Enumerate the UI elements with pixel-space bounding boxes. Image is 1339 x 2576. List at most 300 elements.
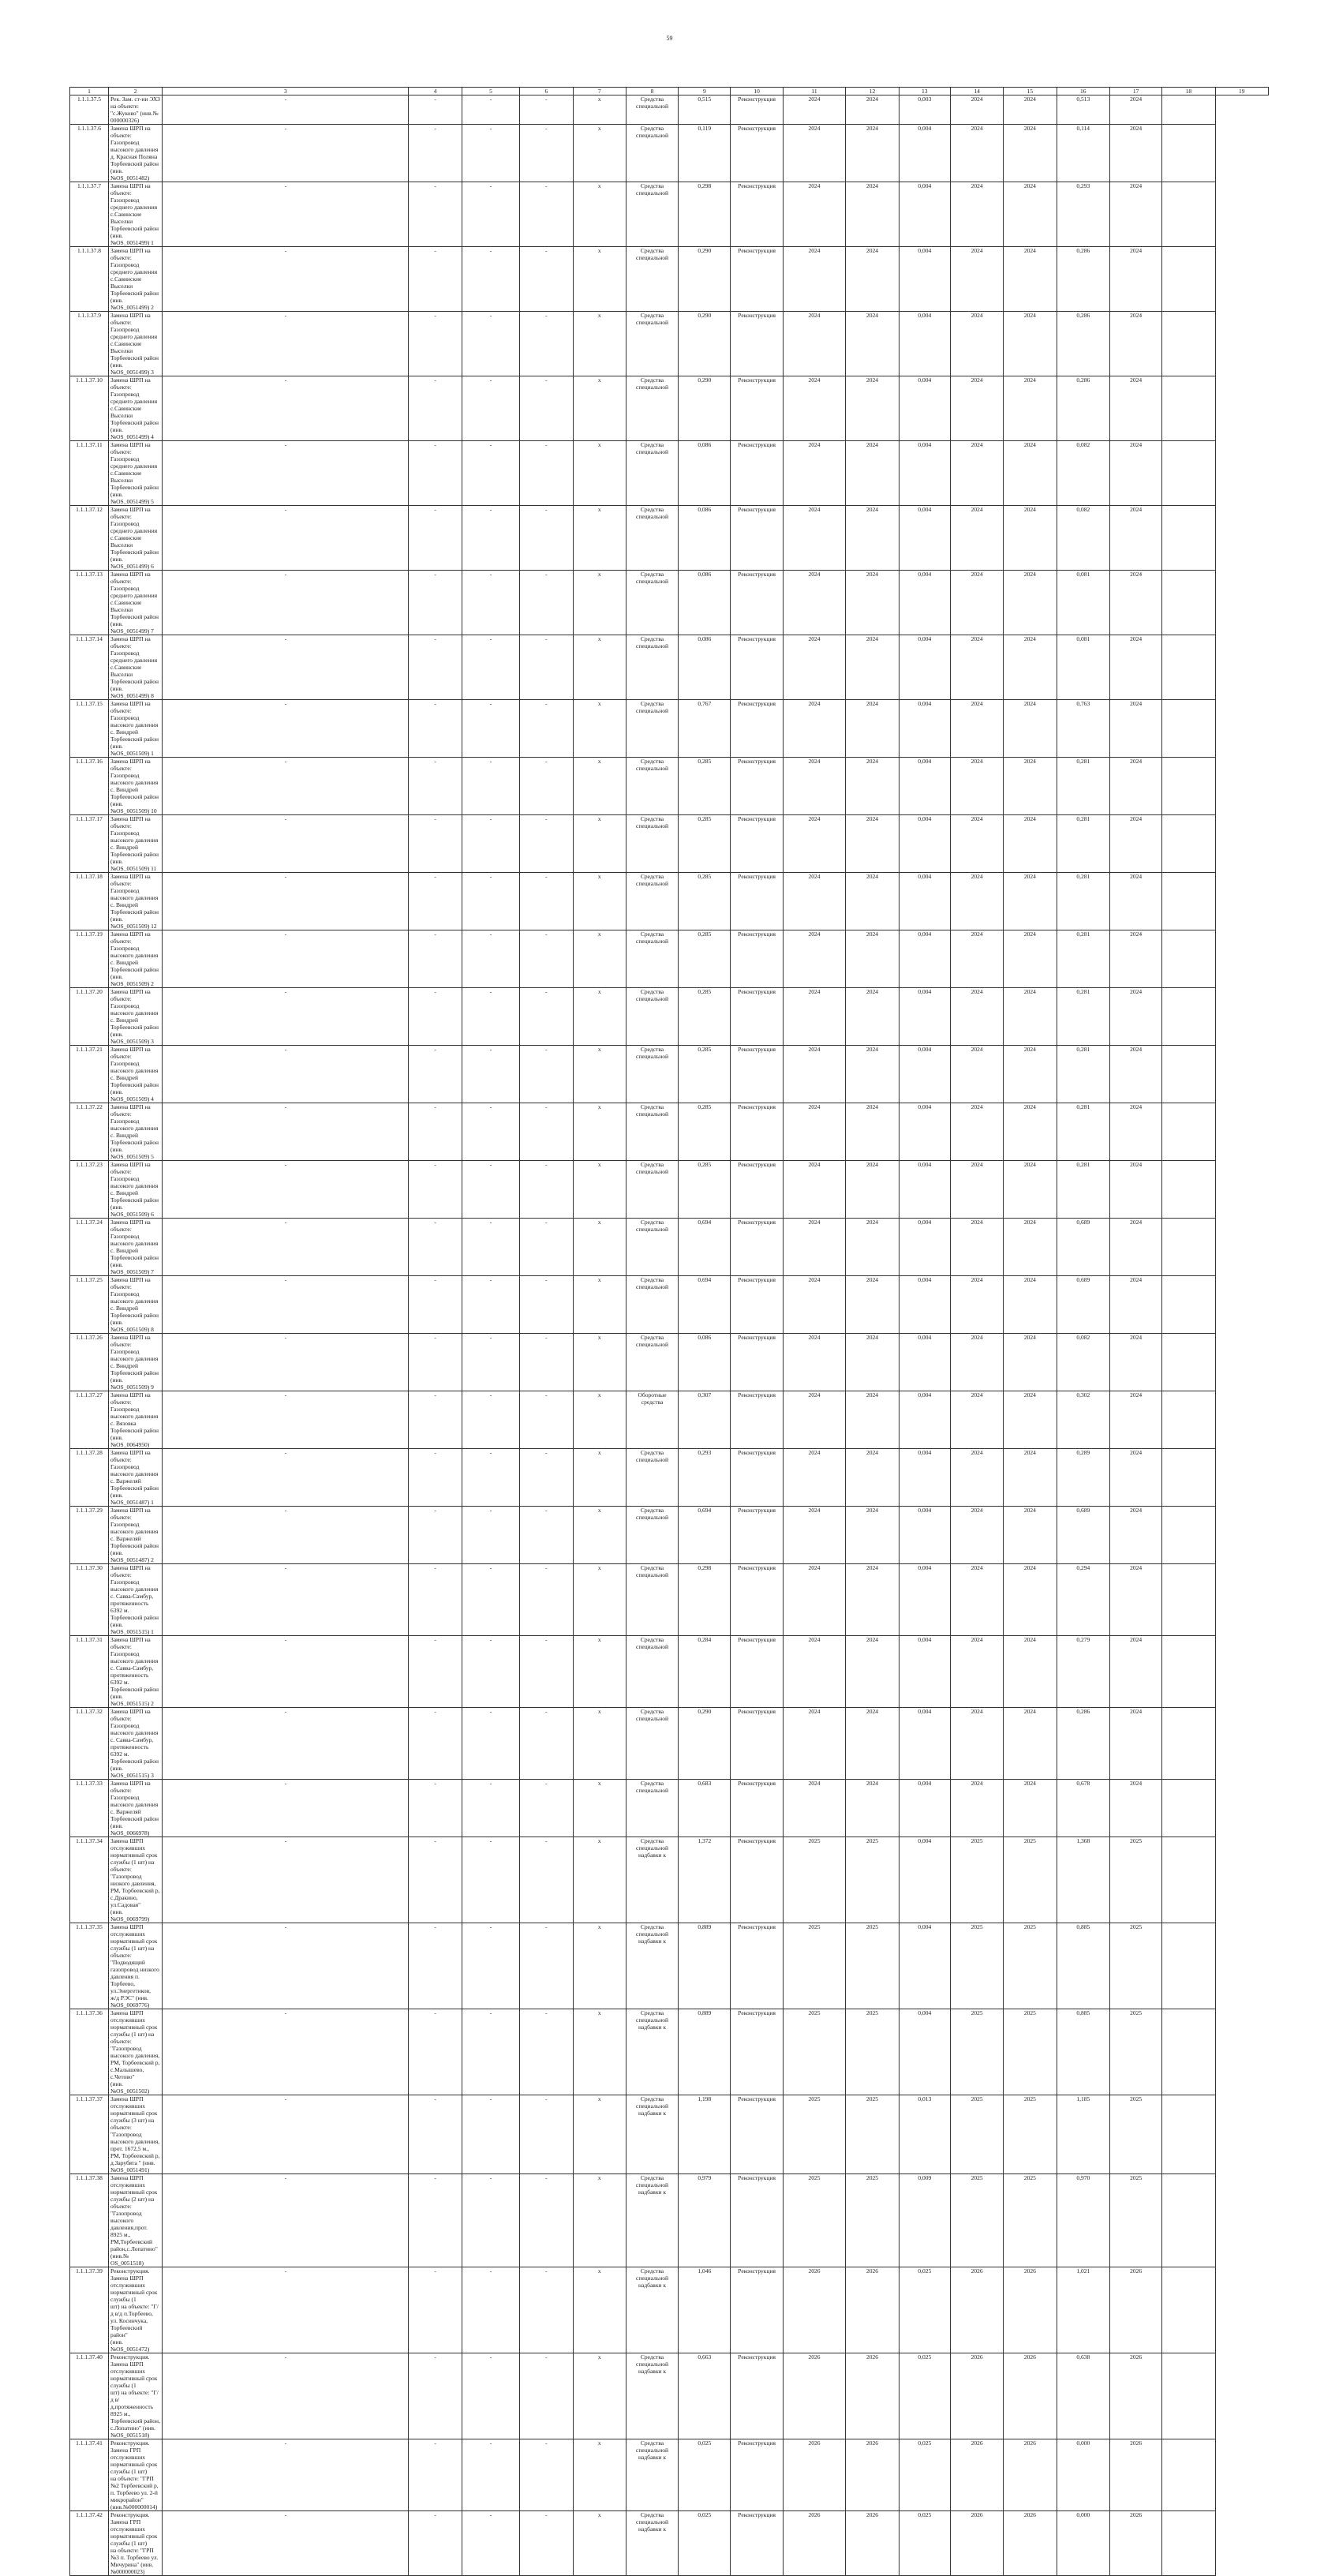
row-name-cell: Замена ШРП на объекте: Газопровод среднего давления с.Савинские Выселки Торбеевский район (инв.№OS_0051499) 1	[108, 182, 162, 247]
column-header: 18	[1162, 88, 1215, 95]
row-value-cell: 2024	[783, 1046, 846, 1103]
row-value-cell: 0,689	[1057, 1219, 1109, 1276]
row-value-cell	[1162, 700, 1215, 758]
row-value-cell: 1,046	[679, 2267, 731, 2353]
table-row	[70, 2511, 1269, 2576]
row-value-cell: -	[462, 1564, 519, 1636]
row-value-cell: 2024	[783, 1708, 846, 1780]
row-value-cell: x	[573, 635, 626, 700]
row-value-cell: 2025	[950, 2009, 1003, 2095]
row-value-cell: 2024	[1004, 758, 1057, 815]
row-value-cell: 2024	[1109, 1636, 1161, 1708]
column-header: 10	[731, 88, 783, 95]
row-value-cell: 0,009	[899, 2174, 950, 2267]
row-value-cell	[1162, 988, 1215, 1046]
row-value-cell: -	[520, 2353, 573, 2439]
row-value-cell: -	[462, 506, 519, 571]
row-value-cell	[1162, 2095, 1215, 2174]
row-value-cell: -	[520, 1708, 573, 1780]
row-value-cell: -	[409, 1391, 462, 1449]
row-value-cell: 2025	[1109, 1923, 1161, 2009]
row-value-cell: x	[573, 988, 626, 1046]
row-value-cell: 2024	[1004, 182, 1057, 247]
row-value-cell: -	[163, 1564, 409, 1636]
row-value-cell: -	[462, 1636, 519, 1708]
row-value-cell: Средства специальной	[626, 1276, 678, 1334]
row-value-cell: Средства специальной	[626, 571, 678, 635]
row-value-cell: -	[520, 1507, 573, 1564]
row-value-cell: 2024	[950, 700, 1003, 758]
row-value-cell: Реконструкция	[731, 988, 783, 1046]
row-value-cell: -	[409, 1219, 462, 1276]
row-name-cell: Замена ШРП отслуживших нормативный срок службы (1 шт) на объекте: "Газопровод низкого давления, РМ, Торбеевский р, с.Дракино, ул.Садовая" (инв.№OS_0069799)	[108, 1837, 162, 1923]
row-value-cell: 0,286	[1057, 312, 1109, 376]
row-value-cell: -	[409, 758, 462, 815]
row-value-cell: x	[573, 758, 626, 815]
row-value-cell: Реконструкция	[731, 1449, 783, 1507]
row-value-cell: Средства специальной	[626, 930, 678, 988]
row-name-cell: Замена ШРП отслуживших нормативный срок службы (1 шт) на объекте: "Подводящий газопровод низкого давления п. Торбеево, ул.Энергетиков, ж/д РЭС" (инв.№OS_0069776)	[108, 1923, 162, 2009]
row-name-cell: Замена ШРП на объекте: Газопровод среднего давления с.Савинские Выселки Торбеевский район (инв.№OS_0051499) 5	[108, 441, 162, 506]
row-value-cell: 0,004	[899, 312, 950, 376]
row-value-cell: 0,290	[679, 247, 731, 312]
row-value-cell: 0,298	[679, 1564, 731, 1636]
row-value-cell: 2024	[950, 1391, 1003, 1449]
row-value-cell: 0,285	[679, 758, 731, 815]
row-value-cell: 2024	[1109, 95, 1161, 125]
row-name-cell: Замена ШРП на объекте: Газопровод среднего давления с.Савинские Выселки Торбеевский район (инв.№OS_0051499) 4	[108, 376, 162, 441]
column-header: 1	[70, 88, 109, 95]
row-value-cell: -	[462, 988, 519, 1046]
row-value-cell: 2024	[846, 1564, 899, 1636]
row-value-cell: -	[462, 815, 519, 873]
row-value-cell: Средства специальной надбавки к	[626, 1837, 678, 1923]
row-value-cell: Реконструкция	[731, 247, 783, 312]
row-value-cell: 2026	[1004, 2353, 1057, 2439]
row-value-cell	[1162, 1708, 1215, 1780]
row-value-cell	[1162, 1780, 1215, 1837]
row-value-cell	[1162, 1449, 1215, 1507]
row-value-cell: -	[163, 635, 409, 700]
row-id-cell: 1.1.1.37.33	[70, 1780, 109, 1837]
row-value-cell: x	[573, 247, 626, 312]
row-value-cell: 0,004	[899, 2009, 950, 2095]
row-value-cell: 0,885	[1057, 1923, 1109, 2009]
row-value-cell: -	[462, 1334, 519, 1391]
row-value-cell: -	[520, 182, 573, 247]
row-value-cell: 2024	[1004, 125, 1057, 182]
row-value-cell: Реконструкция	[731, 1837, 783, 1923]
row-value-cell: 2025	[783, 2174, 846, 2267]
column-header: 8	[626, 88, 678, 95]
page-number: 59	[666, 35, 673, 42]
row-value-cell	[1162, 1636, 1215, 1708]
row-value-cell: -	[409, 506, 462, 571]
row-value-cell: 0,979	[679, 2174, 731, 2267]
row-name-cell: Замена ШРП на объекте: Газопровод высокого давления с. Виндрей Торбеевский район (инв.№OS_0051509) 5	[108, 1103, 162, 1161]
row-id-cell: 1.1.1.37.38	[70, 2174, 109, 2267]
row-value-cell	[1162, 1276, 1215, 1334]
row-value-cell: 2026	[950, 2267, 1003, 2353]
row-value-cell: 2026	[846, 2353, 899, 2439]
row-value-cell: 2024	[783, 1391, 846, 1449]
row-value-cell: 0,004	[899, 1219, 950, 1276]
row-value-cell: 0,000	[1057, 2511, 1109, 2576]
row-name-cell: Замена ШРП на объекте: Газопровод высокого давления с. Варжеляй Торбеевский район (инв.№OS_0051487) 1	[108, 1449, 162, 1507]
row-name-cell: Замена ШРП на объекте: Газопровод высокого давления с. Савва-Самбур, протяженность 6392 м. Торбеевский район (инв.№OS_0051515) 1	[108, 1564, 162, 1636]
row-value-cell: 0,290	[679, 312, 731, 376]
row-value-cell: 0,294	[1057, 1564, 1109, 1636]
row-value-cell: 2024	[950, 1103, 1003, 1161]
table-row	[70, 1449, 1269, 1507]
row-value-cell: -	[163, 506, 409, 571]
row-id-cell: 1.1.1.37.19	[70, 930, 109, 988]
row-value-cell: 2024	[1004, 1780, 1057, 1837]
table-row	[70, 312, 1269, 376]
row-value-cell: 2024	[1004, 930, 1057, 988]
row-value-cell: 2024	[783, 1636, 846, 1708]
table-row	[70, 2353, 1269, 2439]
row-value-cell: 1,372	[679, 1837, 731, 1923]
row-value-cell: x	[573, 506, 626, 571]
row-value-cell: -	[409, 1636, 462, 1708]
row-value-cell: x	[573, 1219, 626, 1276]
row-value-cell: 0,286	[1057, 1708, 1109, 1780]
row-id-cell: 1.1.1.37.29	[70, 1507, 109, 1564]
row-value-cell: -	[163, 2174, 409, 2267]
row-value-cell: 0,004	[899, 930, 950, 988]
row-value-cell: x	[573, 2353, 626, 2439]
row-value-cell: 2024	[846, 1103, 899, 1161]
table-row	[70, 1507, 1269, 1564]
row-value-cell: -	[462, 1449, 519, 1507]
row-value-cell: 0,281	[1057, 873, 1109, 930]
row-value-cell: x	[573, 125, 626, 182]
row-value-cell: Реконструкция	[731, 635, 783, 700]
row-value-cell: 2024	[846, 1276, 899, 1334]
row-value-cell: 2024	[1109, 700, 1161, 758]
row-value-cell: Реконструкция	[731, 182, 783, 247]
row-value-cell: 2024	[1109, 873, 1161, 930]
row-value-cell: 0,763	[1057, 700, 1109, 758]
row-value-cell: 0,004	[899, 1564, 950, 1636]
row-value-cell: 2026	[1004, 2511, 1057, 2576]
row-value-cell: 2024	[950, 873, 1003, 930]
row-value-cell: 0,000	[1057, 2439, 1109, 2511]
row-value-cell	[1162, 1391, 1215, 1449]
row-value-cell: 2024	[1004, 571, 1057, 635]
row-value-cell: -	[409, 930, 462, 988]
row-id-cell: 1.1.1.37.6	[70, 125, 109, 182]
table-row	[70, 1564, 1269, 1636]
row-value-cell: -	[462, 182, 519, 247]
row-value-cell: 2024	[950, 1046, 1003, 1103]
row-value-cell: 2024	[950, 125, 1003, 182]
row-id-cell: 1.1.1.37.24	[70, 1219, 109, 1276]
row-id-cell: 1.1.1.37.31	[70, 1636, 109, 1708]
row-value-cell: 2024	[783, 700, 846, 758]
row-value-cell: 0,284	[679, 1636, 731, 1708]
row-id-cell: 1.1.1.37.25	[70, 1276, 109, 1334]
row-value-cell: Оборотные средства	[626, 1391, 678, 1449]
row-value-cell: x	[573, 2095, 626, 2174]
row-value-cell: 2024	[1109, 1276, 1161, 1334]
row-value-cell	[1162, 815, 1215, 873]
row-value-cell: 0,082	[1057, 441, 1109, 506]
row-value-cell: -	[520, 1391, 573, 1449]
table-row	[70, 700, 1269, 758]
row-value-cell: Средства специальной	[626, 95, 678, 125]
row-value-cell: -	[462, 247, 519, 312]
row-value-cell: -	[462, 1507, 519, 1564]
row-value-cell: -	[520, 1219, 573, 1276]
row-value-cell: 2024	[950, 1780, 1003, 1837]
row-value-cell: 2024	[950, 247, 1003, 312]
row-value-cell: 2024	[1004, 1391, 1057, 1449]
column-header: 2	[108, 88, 162, 95]
row-value-cell: 0,279	[1057, 1636, 1109, 1708]
row-value-cell: 0,281	[1057, 1103, 1109, 1161]
row-value-cell	[1162, 635, 1215, 700]
table-row	[70, 247, 1269, 312]
row-value-cell: -	[163, 2009, 409, 2095]
column-header: 5	[462, 88, 519, 95]
row-value-cell: 2024	[1109, 376, 1161, 441]
row-value-cell: Реконструкция	[731, 312, 783, 376]
row-value-cell: -	[163, 1923, 409, 2009]
row-value-cell: x	[573, 1708, 626, 1780]
row-id-cell: 1.1.1.37.41	[70, 2439, 109, 2511]
row-value-cell: -	[520, 1046, 573, 1103]
row-value-cell: 2025	[950, 1837, 1003, 1923]
row-value-cell: 2025	[846, 1837, 899, 1923]
row-value-cell: 2024	[1109, 815, 1161, 873]
row-value-cell: 2026	[1004, 2267, 1057, 2353]
row-value-cell: 0,004	[899, 376, 950, 441]
row-value-cell: -	[163, 1334, 409, 1391]
row-value-cell	[1162, 506, 1215, 571]
row-value-cell: -	[462, 125, 519, 182]
row-value-cell: Реконструкция	[731, 815, 783, 873]
row-value-cell: 0,004	[899, 758, 950, 815]
table-row	[70, 1334, 1269, 1391]
row-value-cell: -	[409, 182, 462, 247]
row-name-cell: Рек. Зам. ст-ии ЭХЗ на объекте: "с.Жуково" (инв.№ 000000326)	[108, 95, 162, 125]
row-value-cell: 0,694	[679, 1507, 731, 1564]
row-id-cell: 1.1.1.37.20	[70, 988, 109, 1046]
row-value-cell: 2024	[1004, 700, 1057, 758]
row-value-cell	[1162, 1161, 1215, 1219]
column-header: 19	[1215, 88, 1268, 95]
row-value-cell: 2024	[950, 506, 1003, 571]
row-value-cell: -	[520, 571, 573, 635]
row-value-cell	[1162, 1219, 1215, 1276]
row-value-cell	[1162, 2009, 1215, 2095]
row-value-cell: 2026	[783, 2439, 846, 2511]
row-id-cell: 1.1.1.37.21	[70, 1046, 109, 1103]
row-value-cell: -	[409, 815, 462, 873]
row-value-cell: 2024	[950, 758, 1003, 815]
row-value-cell: 0,004	[899, 571, 950, 635]
table-row	[70, 1636, 1269, 1708]
row-value-cell: 2024	[1109, 1046, 1161, 1103]
row-value-cell: -	[520, 1334, 573, 1391]
row-value-cell: -	[520, 1276, 573, 1334]
row-value-cell: -	[409, 125, 462, 182]
row-value-cell: x	[573, 1391, 626, 1449]
row-value-cell: Реконструкция	[731, 2174, 783, 2267]
table-row	[70, 1219, 1269, 1276]
row-value-cell: Средства специальной	[626, 1708, 678, 1780]
row-value-cell: 0,689	[1057, 1276, 1109, 1334]
row-value-cell: x	[573, 376, 626, 441]
row-value-cell: 2024	[1004, 1636, 1057, 1708]
row-value-cell: 0,290	[679, 1708, 731, 1780]
row-value-cell: Средства специальной	[626, 1507, 678, 1564]
row-value-cell	[1162, 1507, 1215, 1564]
row-name-cell: Замена ШРП на объекте: Газопровод среднего давления с.Савинские Выселки Торбеевский район (инв.№OS_0051499) 8	[108, 635, 162, 700]
row-value-cell: Средства специальной надбавки к	[626, 2439, 678, 2511]
row-value-cell: -	[520, 2174, 573, 2267]
row-value-cell: 0,281	[1057, 1161, 1109, 1219]
row-value-cell: x	[573, 1046, 626, 1103]
row-value-cell: 0,086	[679, 571, 731, 635]
row-value-cell: -	[462, 1708, 519, 1780]
row-name-cell: Замена ШРП на объекте: Газопровод среднего давления с.Савинские Выселки Торбеевский район (инв.№OS_0051499) 6	[108, 506, 162, 571]
row-value-cell	[1162, 2174, 1215, 2267]
row-value-cell: 2024	[846, 700, 899, 758]
row-value-cell: 0,004	[899, 1276, 950, 1334]
row-name-cell: Реконструкция. Замена ШРП отслуживших нормативный срок службы (1 шт) на объекте: "Г/д в/д п.Торбеево, ул. Косинчука, Торбеевский район" (инв.№OS_0051472)	[108, 2267, 162, 2353]
table-row	[70, 182, 1269, 247]
row-value-cell: Средства специальной надбавки к	[626, 2095, 678, 2174]
table-row	[70, 2095, 1269, 2174]
row-value-cell: -	[409, 1837, 462, 1923]
row-value-cell: 2026	[846, 2439, 899, 2511]
row-value-cell: 0,889	[679, 2009, 731, 2095]
row-name-cell: Замена ШРП на объекте: Газопровод высокого давления с. Виндрей Торбеевский район (инв.№OS_0051509) 10	[108, 758, 162, 815]
row-value-cell: -	[520, 2511, 573, 2576]
row-value-cell: 2024	[783, 988, 846, 1046]
row-value-cell: -	[409, 1276, 462, 1334]
row-value-cell	[1162, 441, 1215, 506]
row-id-cell: 1.1.1.37.11	[70, 441, 109, 506]
row-value-cell: 2025	[846, 1923, 899, 2009]
table-row	[70, 988, 1269, 1046]
row-value-cell: 0,689	[1057, 1507, 1109, 1564]
row-value-cell: 2024	[846, 1780, 899, 1837]
row-value-cell: 0,663	[679, 2353, 731, 2439]
row-value-cell: -	[409, 1507, 462, 1564]
row-value-cell: 2025	[783, 2095, 846, 2174]
row-value-cell: -	[462, 930, 519, 988]
row-name-cell: Замена ШРП на объекте: Газопровод высокого давления с. Виндрей Торбеевский район (инв.№OS_0051509) 3	[108, 988, 162, 1046]
row-id-cell: 1.1.1.37.14	[70, 635, 109, 700]
row-value-cell: 0,767	[679, 700, 731, 758]
row-value-cell: Средства специальной	[626, 873, 678, 930]
row-value-cell	[1162, 571, 1215, 635]
row-value-cell: 0,889	[679, 1923, 731, 2009]
row-value-cell: 2024	[1004, 506, 1057, 571]
table-row	[70, 441, 1269, 506]
row-value-cell: x	[573, 1564, 626, 1636]
row-value-cell: -	[462, 312, 519, 376]
table-row	[70, 1276, 1269, 1334]
row-value-cell	[1162, 1837, 1215, 1923]
row-value-cell: 1,198	[679, 2095, 731, 2174]
row-value-cell: 0,286	[1057, 247, 1109, 312]
row-value-cell: -	[462, 1837, 519, 1923]
row-id-cell: 1.1.1.37.35	[70, 1923, 109, 2009]
row-value-cell: 2024	[783, 873, 846, 930]
table-row	[70, 95, 1269, 125]
row-value-cell: Средства специальной	[626, 700, 678, 758]
row-value-cell: x	[573, 1334, 626, 1391]
row-value-cell	[1162, 95, 1215, 125]
row-name-cell: Реконструкция. Замена ШРП отслуживших нормативный срок службы (1 шт) на объекте: "Г/д в/д,протяженность 8925 м., Торбеевский район, с.Лопатино" (инв.№OS_0051518)	[108, 2353, 162, 2439]
row-value-cell: 2024	[950, 312, 1003, 376]
row-value-cell: Реконструкция	[731, 2009, 783, 2095]
row-value-cell: -	[520, 1564, 573, 1636]
row-value-cell: 2024	[1109, 182, 1161, 247]
row-value-cell: 2024	[1004, 1103, 1057, 1161]
row-value-cell: -	[520, 2439, 573, 2511]
row-value-cell: 2024	[950, 988, 1003, 1046]
row-value-cell: 2024	[1109, 312, 1161, 376]
row-value-cell: 2025	[1109, 2095, 1161, 2174]
row-value-cell: 2024	[783, 312, 846, 376]
row-value-cell: 1,368	[1057, 1837, 1109, 1923]
row-value-cell: 2024	[950, 1507, 1003, 1564]
row-value-cell: -	[462, 1103, 519, 1161]
row-value-cell: -	[163, 95, 409, 125]
row-id-cell: 1.1.1.37.18	[70, 873, 109, 930]
column-number-row	[70, 88, 1269, 95]
row-value-cell: 2025	[1109, 2174, 1161, 2267]
row-value-cell: 2024	[950, 1276, 1003, 1334]
row-value-cell: x	[573, 1636, 626, 1708]
row-id-cell: 1.1.1.37.42	[70, 2511, 109, 2576]
row-value-cell	[1162, 182, 1215, 247]
column-header: 15	[1004, 88, 1057, 95]
row-value-cell: Средства специальной	[626, 635, 678, 700]
column-header: 7	[573, 88, 626, 95]
row-value-cell: 2024	[1004, 1507, 1057, 1564]
row-value-cell: 2024	[1004, 1708, 1057, 1780]
row-value-cell	[1162, 930, 1215, 988]
row-value-cell: x	[573, 571, 626, 635]
row-value-cell: -	[163, 2267, 409, 2353]
row-value-cell: Средства специальной	[626, 441, 678, 506]
row-value-cell: 2026	[783, 2267, 846, 2353]
row-value-cell: 0,281	[1057, 930, 1109, 988]
row-id-cell: 1.1.1.37.40	[70, 2353, 109, 2439]
row-value-cell: x	[573, 1837, 626, 1923]
row-value-cell: Реконструкция	[731, 1334, 783, 1391]
row-value-cell: 0,004	[899, 1507, 950, 1564]
row-id-cell: 1.1.1.37.7	[70, 182, 109, 247]
row-value-cell: 2024	[783, 1334, 846, 1391]
row-value-cell: 0,285	[679, 873, 731, 930]
row-value-cell: 0,086	[679, 635, 731, 700]
row-value-cell: 2025	[783, 1837, 846, 1923]
row-value-cell	[1162, 1103, 1215, 1161]
row-value-cell: 2025	[950, 2174, 1003, 2267]
column-header: 13	[899, 88, 950, 95]
row-value-cell: 2024	[1004, 376, 1057, 441]
row-value-cell	[1162, 376, 1215, 441]
row-value-cell: 0,513	[1057, 95, 1109, 125]
